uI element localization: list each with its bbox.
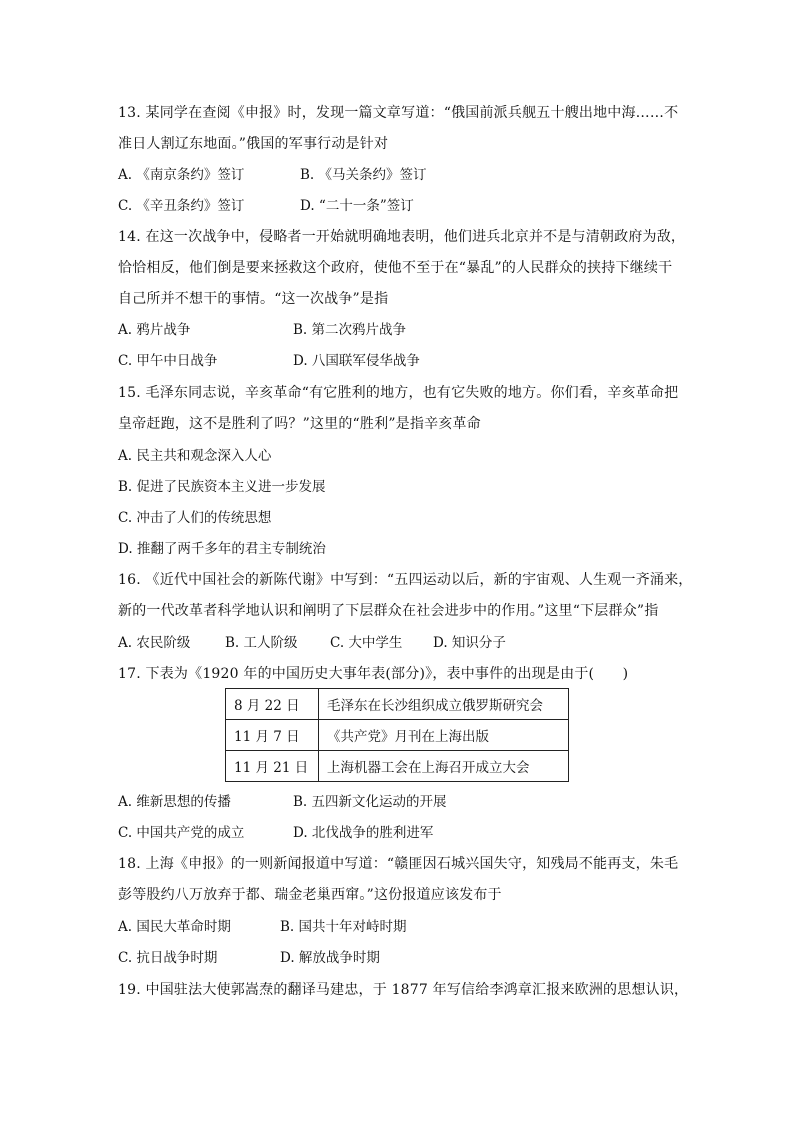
q14-option-c: C. 甲午中日战争 bbox=[118, 353, 218, 369]
q17-stem-line1: 17. 下表为《1920 年的中国历史大事年表(部分)》，表中事件的出现是由于( ) bbox=[118, 666, 629, 682]
table-row bbox=[226, 689, 569, 720]
q14-stem-line1: 14. 在这一次战争中，侵略者一开始就明确地表明，他们进兵北京并不是与清朝政府为敌， bbox=[118, 229, 686, 245]
q16-stem-line2: 新的一代改革者科学地认识和阐明了下层群众在社会进步中的作用。”这里“下层群众”指 bbox=[118, 603, 659, 619]
q16-option-b: B. 工人阶级 bbox=[225, 635, 298, 651]
q18-option-a: A. 国民大革命时期 bbox=[118, 919, 231, 935]
q17-option-a: A. 维新思想的传播 bbox=[118, 794, 231, 810]
q14-option-d: D. 八国联军侵华战争 bbox=[293, 353, 420, 369]
q18-option-b: B. 国共十年对峙时期 bbox=[280, 919, 407, 935]
table-cell-event: 上海机器工会在上海召开成立大会 bbox=[319, 751, 569, 782]
q13-option-b: B. 《马关条约》签订 bbox=[300, 167, 427, 183]
q15-option-c: C. 冲击了人们的传统思想 bbox=[118, 510, 272, 526]
q13-option-d: D. “二十一条”签订 bbox=[300, 198, 414, 214]
q13-option-a: A. 《南京条约》签订 bbox=[118, 167, 245, 183]
table-cell-date: 11 月 7 日 bbox=[226, 720, 319, 751]
events-table bbox=[225, 688, 569, 782]
q17-option-d: D. 北伐战争的胜利进军 bbox=[293, 825, 434, 841]
q16-option-c: C. 大中学生 bbox=[330, 635, 403, 651]
table-row bbox=[226, 751, 569, 782]
table-cell-event: 《共产党》月刊在上海出版 bbox=[319, 720, 569, 751]
q14-stem-line2: 恰恰相反，他们倒是要来拯救这个政府，使他不至于在“暴乱”的人民群众的挟持下继续干 bbox=[118, 260, 673, 276]
q14-option-b: B. 第二次鸦片战争 bbox=[293, 322, 407, 338]
q13-stem-line2: 准日人割辽东地面。”俄国的军事行动是针对 bbox=[118, 136, 389, 152]
q16-stem-line1: 16. 《近代中国社会的新陈代谢》中写到：“五四运动以后，新的宇宙观、人生观一齐涌来， bbox=[118, 572, 693, 588]
q15-option-b: B. 促进了民族资本主义进一步发展 bbox=[118, 479, 326, 495]
q18-stem-line1: 18. 上海《申报》的一则新闻报道中写道：“赣匪因石城兴国失守，知残局不能再支，朱毛 bbox=[118, 856, 679, 872]
q17-option-c: C. 中国共产党的成立 bbox=[118, 825, 245, 841]
q17-option-b: B. 五四新文化运动的开展 bbox=[293, 794, 447, 810]
q15-stem-line1: 15. 毛泽东同志说，辛亥革命“有它胜利的地方，也有它失败的地方。你们看，辛亥革命把 bbox=[118, 385, 679, 401]
q16-option-d: D. 知识分子 bbox=[433, 635, 506, 651]
q14-stem-line3: 自己所并不想干的事情。“这一次战争”是指 bbox=[118, 291, 389, 307]
q16-option-a: A. 农民阶级 bbox=[118, 635, 191, 651]
q14-option-a: A. 鸦片战争 bbox=[118, 322, 191, 338]
q15-option-a: A. 民主共和观念深入人心 bbox=[118, 448, 272, 464]
q13-stem-line1: 13. 某同学在查阅《申报》时，发现一篇文章写道：“俄国前派兵舰五十艘出地中海……不 bbox=[118, 105, 679, 121]
q18-option-d: D. 解放战争时期 bbox=[280, 950, 380, 966]
table-cell-event: 毛泽东在长沙组织成立俄罗斯研究会 bbox=[319, 689, 569, 720]
q19-stem-line1: 19. 中国驻法大使郭嵩焘的翻译马建忠，于 1877 年写信给李鸿章汇报来欧洲的思想认识， bbox=[118, 982, 689, 998]
table-cell-date: 11 月 21 日 bbox=[226, 751, 319, 782]
q18-stem-line2: 彭等股约八万放弃于都、瑞金老巢西窜。”这份报道应该发布于 bbox=[118, 887, 502, 903]
q13-option-c: C. 《辛丑条约》签订 bbox=[118, 198, 245, 214]
q15-stem-line2: 皇帝赶跑，这不是胜利了吗？”这里的“胜利”是指辛亥革命 bbox=[118, 416, 481, 432]
table-cell-date: 8 月 22 日 bbox=[226, 689, 319, 720]
table-row bbox=[226, 720, 569, 751]
q15-option-d: D. 推翻了两千多年的君主专制统治 bbox=[118, 541, 326, 557]
q18-option-c: C. 抗日战争时期 bbox=[118, 950, 218, 966]
